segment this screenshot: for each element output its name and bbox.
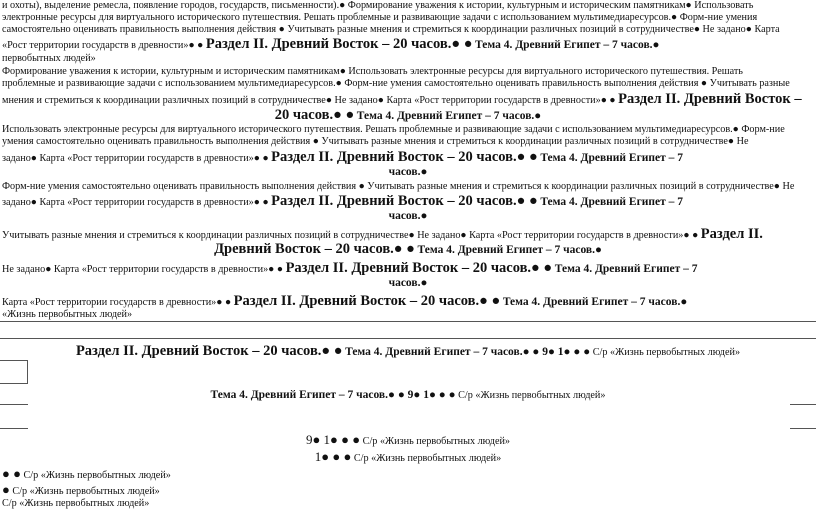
- topic-heading-cont: часов.●: [388, 210, 428, 222]
- text-line: [2, 93, 812, 107]
- text-line: [2, 484, 812, 498]
- map-reference: задано● Карта «Рост территории государств в древности»● ●: [2, 197, 269, 208]
- text-line: умения самостоятельно оценивать правильность выполнения действия ● Учитывать разные мнения и стремиться к координации различных позиций в сотрудничестве● Не: [2, 136, 749, 147]
- topic-heading: Тема 4. Древний Египет – 7 часов.●: [475, 39, 660, 51]
- table-rule: [0, 321, 816, 322]
- section-heading: Раздел II. Древний Восток – 20 часов.● ●: [285, 262, 553, 276]
- section-heading: Раздел II. Древний Восток –: [618, 93, 802, 107]
- table-rule: [0, 404, 28, 405]
- text-line: [2, 195, 812, 209]
- lesson-number: 9● 1● ● ●: [305, 434, 361, 447]
- table-rule: [27, 360, 28, 384]
- section-heading: Раздел II. Древний Восток – 20 часов.● ●: [271, 195, 538, 209]
- section-heading: Раздел II. Древний Восток – 20 часов.● ●: [205, 38, 473, 52]
- section-heading: Раздел II. Древний Восток – 20 часов.● ●: [233, 295, 501, 309]
- bullet-marks: ●: [2, 484, 10, 497]
- map-reference: «Рост территории государств в древности»● ●: [2, 40, 204, 51]
- assignment-text: С/р «Жизнь первобытных людей»: [458, 390, 606, 401]
- text-line: [0, 389, 816, 402]
- text-line: [0, 345, 816, 359]
- text-line: [0, 243, 816, 257]
- topic-heading: Тема 4. Древний Египет – 7 часов.●: [417, 244, 602, 256]
- section-heading-cont: Древний Восток – 20 часов.● ●: [214, 243, 415, 257]
- lesson-number: 1● ● ●: [314, 451, 352, 464]
- topic-heading-cont: часов.●: [388, 166, 428, 178]
- text-line: Форм-ние умения самостоятельно оценивать правильность выполнения действия ● Учитывать разные мнения и стремиться к координации различных позиций в сотрудничестве● Не: [2, 181, 795, 192]
- section-heading: Раздел II. Древний Восток – 20 часов.● ●: [75, 345, 343, 359]
- text-line: проблемные и развивающие задачи с использованием мультимедиаресурсов.● Форм-ние умения самостоятельно оценивать правильность выполнения действия ● Учитывать разные: [2, 78, 790, 89]
- text-fragment: Учитывать разные мнения и стремиться к координации различных позиций в сотрудничестве● Не задано● Карта «Рост территории государств в древности»● ●: [2, 230, 699, 241]
- text-line: [0, 210, 816, 223]
- topic-heading: Тема 4. Древний Египет – 7 часов.●: [502, 296, 688, 308]
- assignment-text: С/р «Жизнь первобытных людей»: [362, 436, 511, 447]
- topic-heading: Тема 4. Древний Египет – 7 часов.●: [356, 110, 542, 122]
- section-heading-cont: 20 часов.● ●: [274, 109, 355, 123]
- table-rule: [0, 383, 28, 384]
- map-reference: Не задано● Карта «Рост территории государств в древности»● ●: [2, 264, 284, 275]
- assignment-text: С/р «Жизнь первобытных людей»: [23, 470, 171, 481]
- section-heading: Раздел II.: [700, 228, 763, 242]
- text-line: С/р «Жизнь первобытных людей»: [2, 498, 150, 509]
- topic-heading-cont: часов.●: [388, 277, 428, 289]
- text-line: [2, 262, 812, 276]
- table-rule: [0, 360, 28, 361]
- topic-heading: Тема 4. Древний Египет – 7 часов.● ● 9● 1● ● ●: [210, 389, 456, 401]
- bullet-marks: ● ●: [2, 468, 21, 481]
- table-rule: [790, 428, 816, 429]
- assignment-text: С/р «Жизнь первобытных людей»: [592, 347, 741, 358]
- section-heading: Раздел II. Древний Восток – 20 часов.● ●: [271, 151, 538, 165]
- text-line: [0, 451, 816, 465]
- map-reference: задано● Карта «Рост территории государств в древности»● ●: [2, 153, 269, 164]
- text-line: [2, 468, 812, 482]
- topic-heading: Тема 4. Древний Египет – 7 часов.● ● 9● 1● ● ●: [345, 346, 591, 358]
- text-line: [2, 38, 812, 52]
- text-line: Использовать электронные ресурсы для виртуального исторического путешествия. Решать проблемные и развивающие задачи с использованием мультимедиаресурсов.● Форм-ние: [2, 124, 785, 135]
- text-line: первобытных людей»: [2, 53, 96, 64]
- text-line: «Жизнь первобытных людей»: [2, 309, 133, 320]
- text-line: электронные ресурсы для виртуального исторического путешествия. Решать проблемные и развивающие задачи с использованием мультимедиаресурсов.● Форм-ние умения: [2, 12, 758, 23]
- text-line: Формирование уважения к истории, культурным и историческим памятникам● Использовать электронные ресурсы для виртуального исторического путешествия. Решать: [2, 66, 743, 77]
- text-line: [2, 295, 812, 309]
- table-rule: [0, 428, 28, 429]
- map-reference: Карта «Рост территории государств в древности»● ●: [2, 297, 232, 308]
- assignment-text: С/р «Жизнь первобытных людей»: [12, 486, 160, 497]
- text-line: самостоятельно оценивать правильность выполнения действия ● Учитывать разные мнения и стремиться к координации различных позиций в сотрудничестве● Не задано● Карта: [2, 24, 780, 35]
- text-line: [0, 434, 816, 448]
- text-line: [0, 277, 816, 290]
- topic-heading: Тема 4. Древний Египет – 7: [540, 196, 684, 208]
- text-line: и охоты), выделение ремесла, появление городов, государств, письменности).● Формирование уважения к истории, культурным и историческим памятникам● Использовать: [2, 0, 754, 11]
- text-fragment: мнения и стремиться к координации различных позиций в сотрудничестве● Не задано● Карта «Рост территории государств в древности»● ●: [2, 95, 616, 106]
- assignment-text: С/р «Жизнь первобытных людей»: [353, 453, 502, 464]
- topic-heading: Тема 4. Древний Египет – 7: [540, 152, 684, 164]
- text-line: [0, 109, 816, 123]
- text-line: [0, 166, 816, 179]
- table-rule: [0, 338, 816, 339]
- text-line: [2, 151, 812, 165]
- topic-heading: Тема 4. Древний Египет – 7: [554, 263, 698, 275]
- text-line: [2, 228, 812, 242]
- table-rule: [790, 404, 816, 405]
